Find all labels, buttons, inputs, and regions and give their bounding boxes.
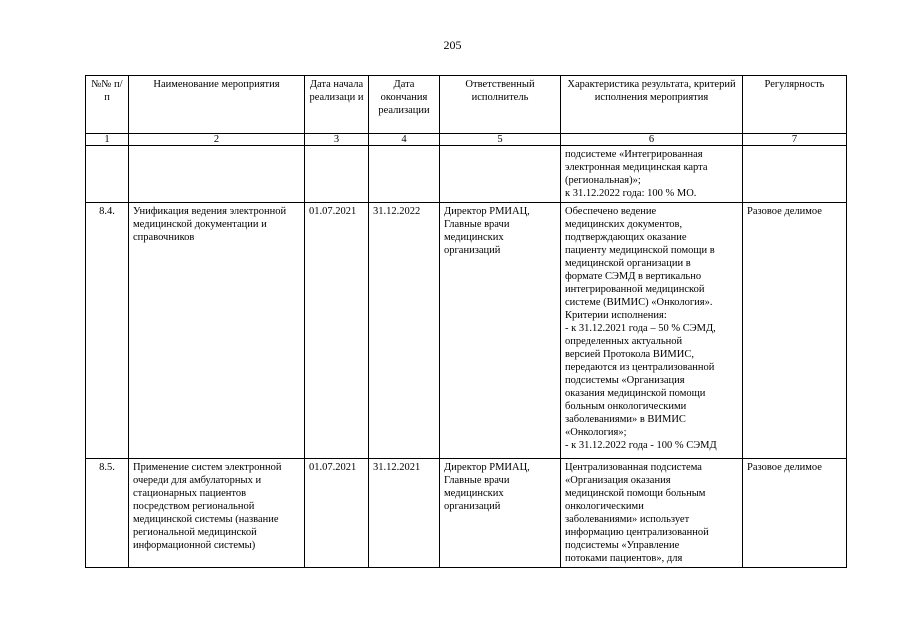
row-start (305, 146, 369, 203)
row-num: 8.5. (86, 459, 129, 568)
row-num (86, 146, 129, 203)
column-number: 6 (561, 134, 743, 146)
result-line: Обеспечено ведение (565, 206, 657, 217)
result-line: - к 31.12.2021 года – 50 % СЭМД, (565, 323, 716, 334)
result-line: - к 31.12.2022 года - 100 % СЭМД (565, 440, 717, 451)
result-line: пациенту медицинской помощи в (565, 245, 715, 256)
header-start: Дата начала реализаци и (305, 76, 369, 134)
result-line: медицинской помощи больным (565, 488, 706, 499)
column-number: 4 (369, 134, 440, 146)
result-line: медицинских документов, (565, 219, 683, 230)
column-number: 3 (305, 134, 369, 146)
result-line: потоками пациентов», для (565, 553, 683, 564)
row-start: 01.07.2021 (305, 459, 369, 568)
header-end: Дата окончания реализации (369, 76, 440, 134)
measures-table (85, 75, 847, 568)
result-line: «Организация оказания (565, 475, 671, 486)
result-line: (региональная)»; (565, 175, 641, 186)
result-line: формате СЭМД в вертикально (565, 271, 702, 282)
row-result (561, 203, 743, 459)
row-end: 31.12.2021 (369, 459, 440, 568)
row-regularity: Разовое делимое (743, 459, 847, 568)
result-line: подсистемы «Управление (565, 540, 680, 551)
column-number: 5 (440, 134, 561, 146)
result-line: версией Протокола ВИМИС, (565, 349, 694, 360)
row-name: Унификация ведения электронной медицинской документации и справочников (129, 203, 305, 459)
row-name (129, 146, 305, 203)
result-line: электронная медицинская карта (565, 162, 708, 173)
row-responsible: Директор РМИАЦ, Главные врачи медицинских организаций (440, 459, 561, 568)
result-line: подсистемы «Организация (565, 375, 685, 386)
result-line: Критерии исполнения: (565, 310, 667, 321)
result-line: больным онкологическими (565, 401, 687, 412)
table-row (86, 146, 847, 203)
header-name: Наименование мероприятия (129, 76, 305, 134)
result-line: заболеваниями» в ВИМИС (565, 414, 686, 425)
result-line: интегрированной медицинской (565, 284, 705, 295)
table-row (86, 459, 847, 568)
table-row (86, 203, 847, 459)
row-result (561, 459, 743, 568)
header-responsible: Ответственный исполнитель (440, 76, 561, 134)
result-line: «Онкология»; (565, 427, 627, 438)
result-line: к 31.12.2022 года: 100 % МО. (565, 188, 697, 199)
result-line: оказания медицинской помощи (565, 388, 706, 399)
result-line: передаются из централизованной (565, 362, 715, 373)
column-number: 7 (743, 134, 847, 146)
row-num: 8.4. (86, 203, 129, 459)
row-regularity (743, 146, 847, 203)
column-number: 1 (86, 134, 129, 146)
row-responsible (440, 146, 561, 203)
row-end: 31.12.2022 (369, 203, 440, 459)
header-num: №№ п/п (86, 76, 129, 134)
result-line: подсистеме «Интегрированная (565, 149, 703, 160)
row-start: 01.07.2021 (305, 203, 369, 459)
column-number-row (86, 134, 847, 146)
header-row (86, 76, 847, 134)
result-line: информацию централизованной (565, 527, 709, 538)
result-line: определенных актуальной (565, 336, 683, 347)
row-name: Применение систем электронной очереди для амбулаторных и стационарных пациентов посредством региональной медицинской системы (название региональной медицинской информационной системы) (129, 459, 305, 568)
header-result: Характеристика результата, критерий исполнения мероприятия (561, 76, 743, 134)
result-line: онкологическими (565, 501, 644, 512)
column-number: 2 (129, 134, 305, 146)
row-end (369, 146, 440, 203)
row-responsible: Директор РМИАЦ, Главные врачи медицинских организаций (440, 203, 561, 459)
header-regularity: Регулярность (743, 76, 847, 134)
result-line: Централизованная подсистема (565, 462, 702, 473)
row-result (561, 146, 743, 203)
page-number: 205 (443, 38, 462, 52)
result-line: подтверждающих оказание (565, 232, 687, 243)
row-regularity: Разовое делимое (743, 203, 847, 459)
result-line: медицинской организации в (565, 258, 691, 269)
result-line: системе (ВИМИС) «Онкология». (565, 297, 713, 308)
result-line: заболеваниями» использует (565, 514, 690, 525)
